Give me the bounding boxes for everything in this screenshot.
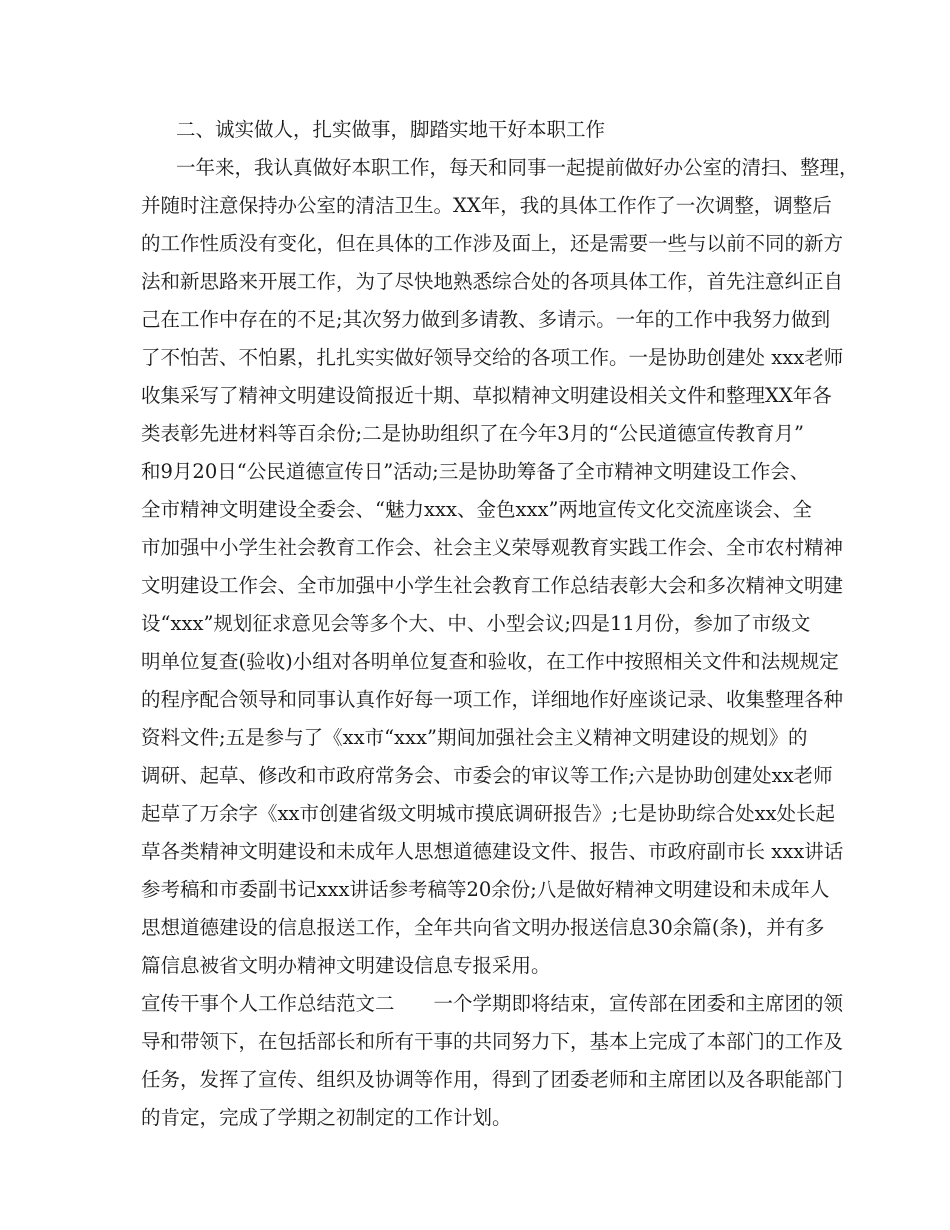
paragraph-line: 调研、起草、修改和市政府常务会、市委会的审议等工作;六是协助创建处xx老师 [141, 764, 833, 787]
paragraph-line: 并随时注意保持办公室的清洁卫生。XX年，我的具体工作作了一次调整，调整后 [141, 194, 832, 217]
paragraph-line: 宣传干事个人工作总结范文二 一个学期即将结束，宣传部在团委和主席团的领 [141, 992, 844, 1015]
paragraph-line: 任务，发挥了宣传、组织及协调等作用，得到了团委老师和主席团以及各职能部门 [141, 1068, 844, 1091]
paragraph-line: 的肯定，完成了学期之初制定的工作计划。 [141, 1106, 512, 1129]
paragraph-line: 一年来，我认真做好本职工作，每天和同事一起提前做好办公室的清扫、整理， [176, 156, 859, 179]
paragraph-line: 篇信息被省文明办精神文明建设信息专报采用。 [141, 954, 551, 977]
paragraph-line: 设“xxx”规划征求意见会等多个大、中、小型会议;四是11月份，参加了市级文 [141, 612, 811, 635]
section-heading: 二、诚实做人，扎实做事，脚踏实地干好本职工作 [176, 118, 606, 141]
paragraph-line: 明单位复查(验收)小组对各明单位复查和验收，在工作中按照相关文件和法规规定 [141, 650, 839, 673]
paragraph-line: 的程序配合领导和同事认真作好每一项工作，详细地作好座谈记录、收集整理各种 [141, 688, 844, 711]
paragraph-line: 导和带领下，在包括部长和所有干事的共同努力下，基本上完成了本部门的工作及 [141, 1030, 844, 1053]
paragraph-line: 参考稿和市委副书记xxx讲话参考稿等20余份;八是做好精神文明建设和未成年人 [141, 878, 830, 901]
paragraph-line: 市加强中小学生社会教育工作会、社会主义荣辱观教育实践工作会、全市农村精神 [141, 536, 844, 559]
paragraph-line: 的工作性质没有变化，但在具体的工作涉及面上，还是需要一些与以前不同的新方 [141, 232, 844, 255]
paragraph-line: 文明建设工作会、全市加强中小学生社会教育工作总结表彰大会和多次精神文明建 [141, 574, 844, 597]
paragraph-line: 草各类精神文明建设和未成年人思想道德建设文件、报告、市政府副市长 xxx讲话 [141, 840, 844, 863]
paragraph-line: 法和新思路来开展工作，为了尽快地熟悉综合处的各项具体工作，首先注意纠正自 [141, 270, 844, 293]
paragraph-line: 全市精神文明建设全委会、“魅力xxx、金色xxx”两地宣传文化交流座谈会、全 [141, 498, 812, 521]
paragraph-line: 起草了万余字《xx市创建省级文明城市摸底调研报告》;七是协助综合处xx处长起 [141, 802, 836, 825]
paragraph-line: 和9月20日“公民道德宣传日”活动;三是协助筹备了全市精神文明建设工作会、 [141, 460, 810, 483]
paragraph-line: 己在工作中存在的不足;其次努力做到多请教、多请示。一年的工作中我努力做到 [141, 308, 831, 331]
paragraph-line: 类表彰先进材料等百余份;二是协助组织了在今年3月的“公民道德宣传教育月” [141, 422, 804, 445]
paragraph-line: 思想道德建设的信息报送工作，全年共向省文明办报送信息30余篇(条)，并有多 [141, 916, 825, 939]
paragraph-line: 资料文件;五是参与了《xx市“xxx”期间加强社会主义精神文明建设的规划》的 [141, 726, 808, 749]
paragraph-line: 了不怕苦、不怕累，扎扎实实做好领导交给的各项工作。一是协助创建处 xxx老师 [141, 346, 844, 369]
paragraph-line: 收集采写了精神文明建设简报近十期、草拟精神文明建设相关文件和整理XX年各 [141, 384, 832, 407]
